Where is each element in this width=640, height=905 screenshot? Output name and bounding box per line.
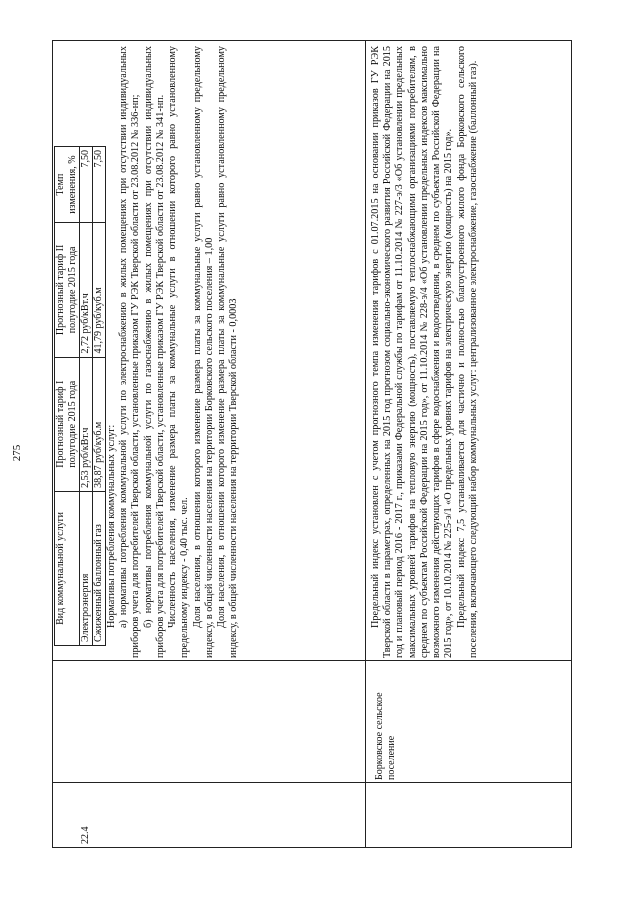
table-cell: Электроэнергия bbox=[80, 491, 93, 645]
tariff-table bbox=[54, 146, 106, 646]
rotated-sheet bbox=[52, 40, 572, 848]
table-header-cell: Прогнозный тариф II полугодие 2015 года bbox=[55, 223, 80, 357]
settlement-name: Борковское сельское поселение bbox=[374, 692, 397, 780]
table-cell: 7,50 bbox=[80, 147, 93, 223]
paragraph: б) нормативы потребления коммунальной услуги по газоснабжению в жилых помещениях при отсутствии индивидуальных приборов учета для потребителей Тверской области, установленные приказом ГУ РЭК Тверской области от 23.08.2012 № 341-нп. bbox=[142, 46, 166, 658]
table-row bbox=[93, 147, 106, 646]
content-bottom bbox=[370, 46, 480, 658]
column-settlement bbox=[53, 660, 571, 783]
row-number: 22.4 bbox=[80, 826, 91, 844]
paragraph: Численность населения, изменение размера платы за коммунальные услуги в отношении которого равно установленному предельному индексу - 0,40 тыс. чел. bbox=[167, 46, 191, 658]
paragraph: Предельный индекс 7,5 устанавливается для частично и полностью благоустроенного жилого фонда Борковского сельского поселения, включающего следующий набор коммунальных услуг: централизованное электроснабжение, газоснабжение (баллонный газ). bbox=[455, 46, 479, 658]
column-number bbox=[53, 782, 571, 847]
table-cell: 41,79 руб/куб.м bbox=[93, 223, 106, 357]
paragraph: Предельный индекс установлен с учетом прогнозного темпа изменения тарифов с 01.07.2015 на основании приказов ГУ РЭК Тверской области в параметрах, определенных на 2015 год прогнозом социально-экономического развития Российской Федерации на 2015 год и плановый период 2016 - 2017 г., приказами Федеральной службы по тарифам от 11.10.2014 № 227-э/3 «Об установлении предельных максимальных уровней тарифов на тепловую энергию (мощность), поставляемую теплоснабжающими организациями потребителям, в среднем по субъектам Российской Федерации на 2015 год», от 11.10.2014 № 228-э/4 «Об установлении предельных индексов максимально возможного изменения действующих тарифов в сфере водоснабжения и водоотведения, в среднем по субъектам Российской Федерации на 2015 год», от 10.10.2014 № 225-э/1 «О предельных уровнях тарифов на электрическую энергию (мощность) на 2015 год». bbox=[370, 46, 455, 658]
table-row bbox=[80, 147, 93, 646]
table-header-cell: Прогнозный тариф I полугодие 2015 года bbox=[55, 357, 80, 491]
table-cell: 2,72 руб/кВт.ч bbox=[80, 223, 93, 357]
page-number: 275 bbox=[11, 444, 23, 461]
paragraph: Доля населения, в отношении которого изменение размера платы за коммунальные услуги равно установленному предельному индексу, в общей численности населения на территории Борковского сельского поселения – 1,00 bbox=[191, 46, 215, 658]
table-cell: 7,50 bbox=[93, 147, 106, 223]
table-header-cell: Темп изменения, % bbox=[55, 147, 80, 223]
table-cell: 2,53 руб/кВт.ч bbox=[80, 357, 93, 491]
row-divider bbox=[365, 41, 366, 847]
table-cell: Сжиженный баллонный газ bbox=[93, 491, 106, 645]
paragraph: Нормативы потребления коммунальных услуг: bbox=[106, 424, 117, 628]
content-top bbox=[54, 46, 241, 658]
paragraph: Доля населения, в отношении которого изменение размера платы за коммунальные услуги равно установленному предельному индексу, в общей численности населения на территории Тверской области - 0,0003 bbox=[216, 46, 240, 658]
table-header-row bbox=[55, 147, 80, 646]
table-header-cell: Вид коммунальной услуги bbox=[55, 491, 80, 645]
table-cell: 38,87 руб/куб.м bbox=[93, 357, 106, 491]
paragraph: а) нормативы потребления коммунальной услуги по электроснабжению в жилых помещениях при отсутствии индивидуальных приборов учета для потребителей Тверской области, установленные приказом ГУ РЭК Тверской области от 23.08.2012 № 336-нп; bbox=[118, 46, 142, 658]
